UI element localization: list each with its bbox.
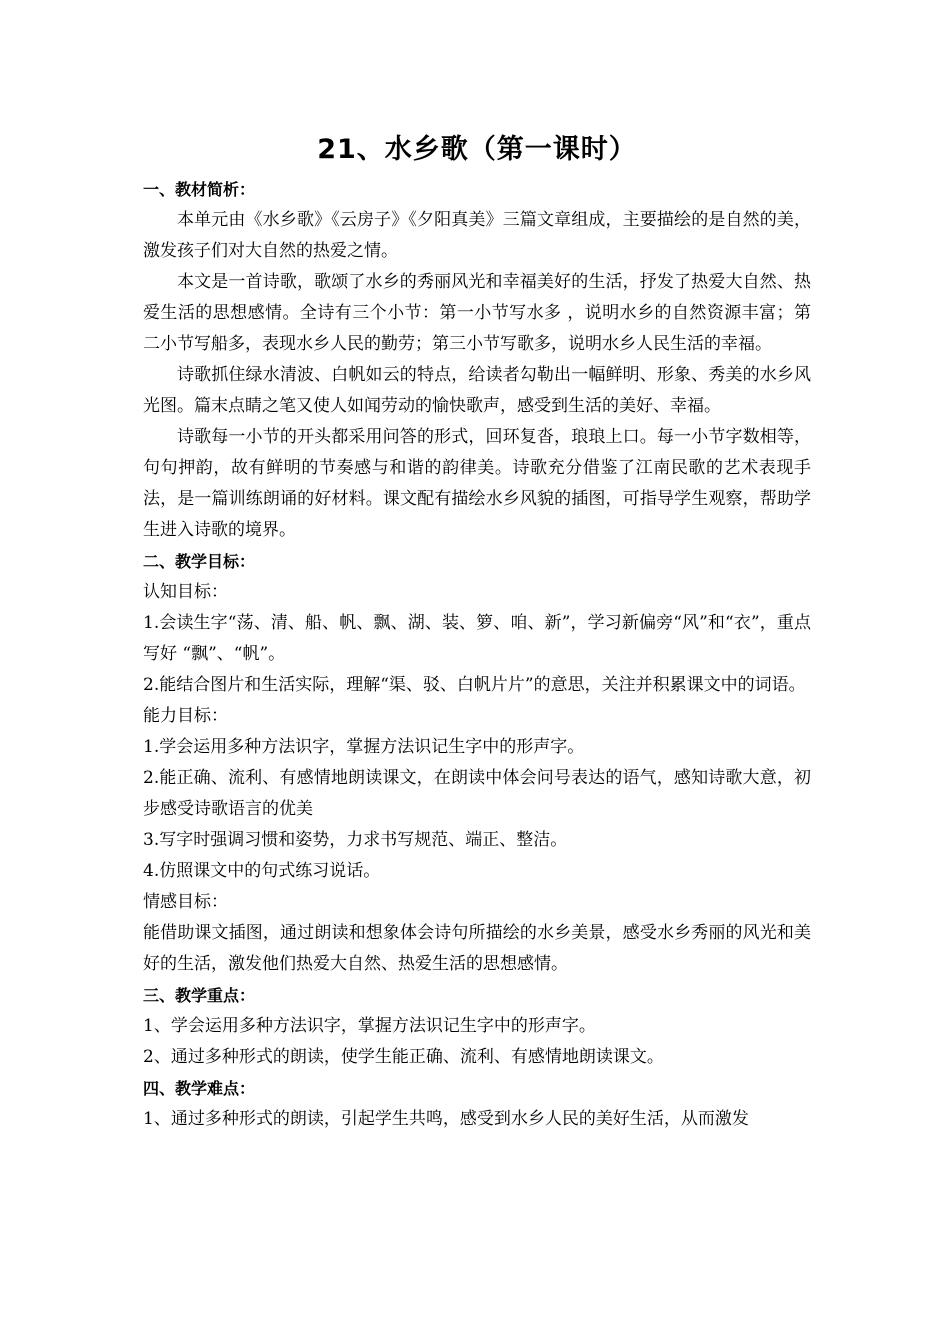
- paragraph: 本单元由《水乡歌》《云房子》《夕阳真美》三篇文章组成，主要描绘的是自然的美，激发孩子们对大自然的热爱之情。: [143, 210, 811, 261]
- section-heading-objectives: 二、教学目标：: [143, 552, 256, 571]
- paragraph: 诗歌每一小节的开头都采用问答的形式，回环复沓，琅琅上口。每一小节字数相等，句句押韵，故有鲜明的节奏感与和谐的韵律美。诗歌充分借鉴了江南民歌的艺术表现手法，是一篇训练朗诵的好材料。课文配有描绘水乡风貌的插图，可指导学生观察，帮助学生进入诗歌的境界。: [143, 427, 811, 540]
- objective-item: 3.写字时强调习惯和姿势，力求书写规范、端正、整洁。: [143, 830, 568, 850]
- objective-item: 2.能正确、流利、有感情地朗读课文，在朗读中体会问号表达的语气，感知诗歌大意，初步感受诗歌语言的优美: [143, 768, 811, 819]
- objective-item: 4.仿照课文中的句式练习说话。: [143, 861, 381, 881]
- paragraph: 诗歌抓住绿水清波、白帆如云的特点，给读者勾勒出一幅鲜明、形象、秀美的水乡风光图。篇末点睛之笔又使人如闻劳动的愉快歌声，感受到生活的美好、幸福。: [143, 365, 811, 416]
- emotion-objectives-label: 情感目标：: [143, 892, 228, 912]
- section-heading-analysis: 一、教材简析：: [143, 180, 256, 199]
- document-title: 21、水乡歌（第一课时）: [317, 134, 637, 165]
- objective-item: 2.能结合图片和生活实际，理解“渠、驳、白帆片片”的意思，关注并积累课文中的词语。: [143, 675, 806, 695]
- difficulty-item: 1、通过多种形式的朗读，引起学生共鸣，感受到水乡人民的美好生活，从而激发: [143, 1109, 749, 1129]
- section-heading-key-points: 三、教学重点：: [143, 986, 256, 1005]
- key-point-item: 1、学会运用多种方法识字，掌握方法识记生字中的形声字。: [143, 1016, 596, 1036]
- cognitive-objectives-label: 认知目标：: [143, 582, 228, 602]
- key-point-item: 2、通过多种形式的朗读，使学生能正确、流利、有感情地朗读课文。: [143, 1047, 664, 1067]
- ability-objectives-label: 能力目标：: [143, 706, 228, 726]
- section-heading-difficulties: 四、教学难点：: [143, 1079, 256, 1098]
- objective-item: 1.学会运用多种方法识字，掌握方法识记生字中的形声字。: [143, 737, 585, 757]
- document-page: [143, 128, 811, 1135]
- paragraph: 本文是一首诗歌，歌颂了水乡的秀丽风光和幸福美好的生活，抒发了热爱大自然、热爱生活的思想感情。全诗有三个小节：第一小节写水多 ，说明水乡的自然资源丰富；第二小节写船多，表现水乡人民的勤劳；第三小节写歌多，说明水乡人民生活的幸福。: [143, 272, 811, 354]
- objective-item: 1.会读生字“荡、清、船、帆、飘、湖、装、箩、咱、新”，学习新偏旁“风”和“衣”，重点写好 “飘”、“帆”。: [143, 613, 811, 664]
- objective-item: 能借助课文插图，通过朗读和想象体会诗句所描绘的水乡美景，感受水乡秀丽的风光和美好的生活，激发他们热爱大自然、热爱生活的思想感情。: [143, 923, 811, 974]
